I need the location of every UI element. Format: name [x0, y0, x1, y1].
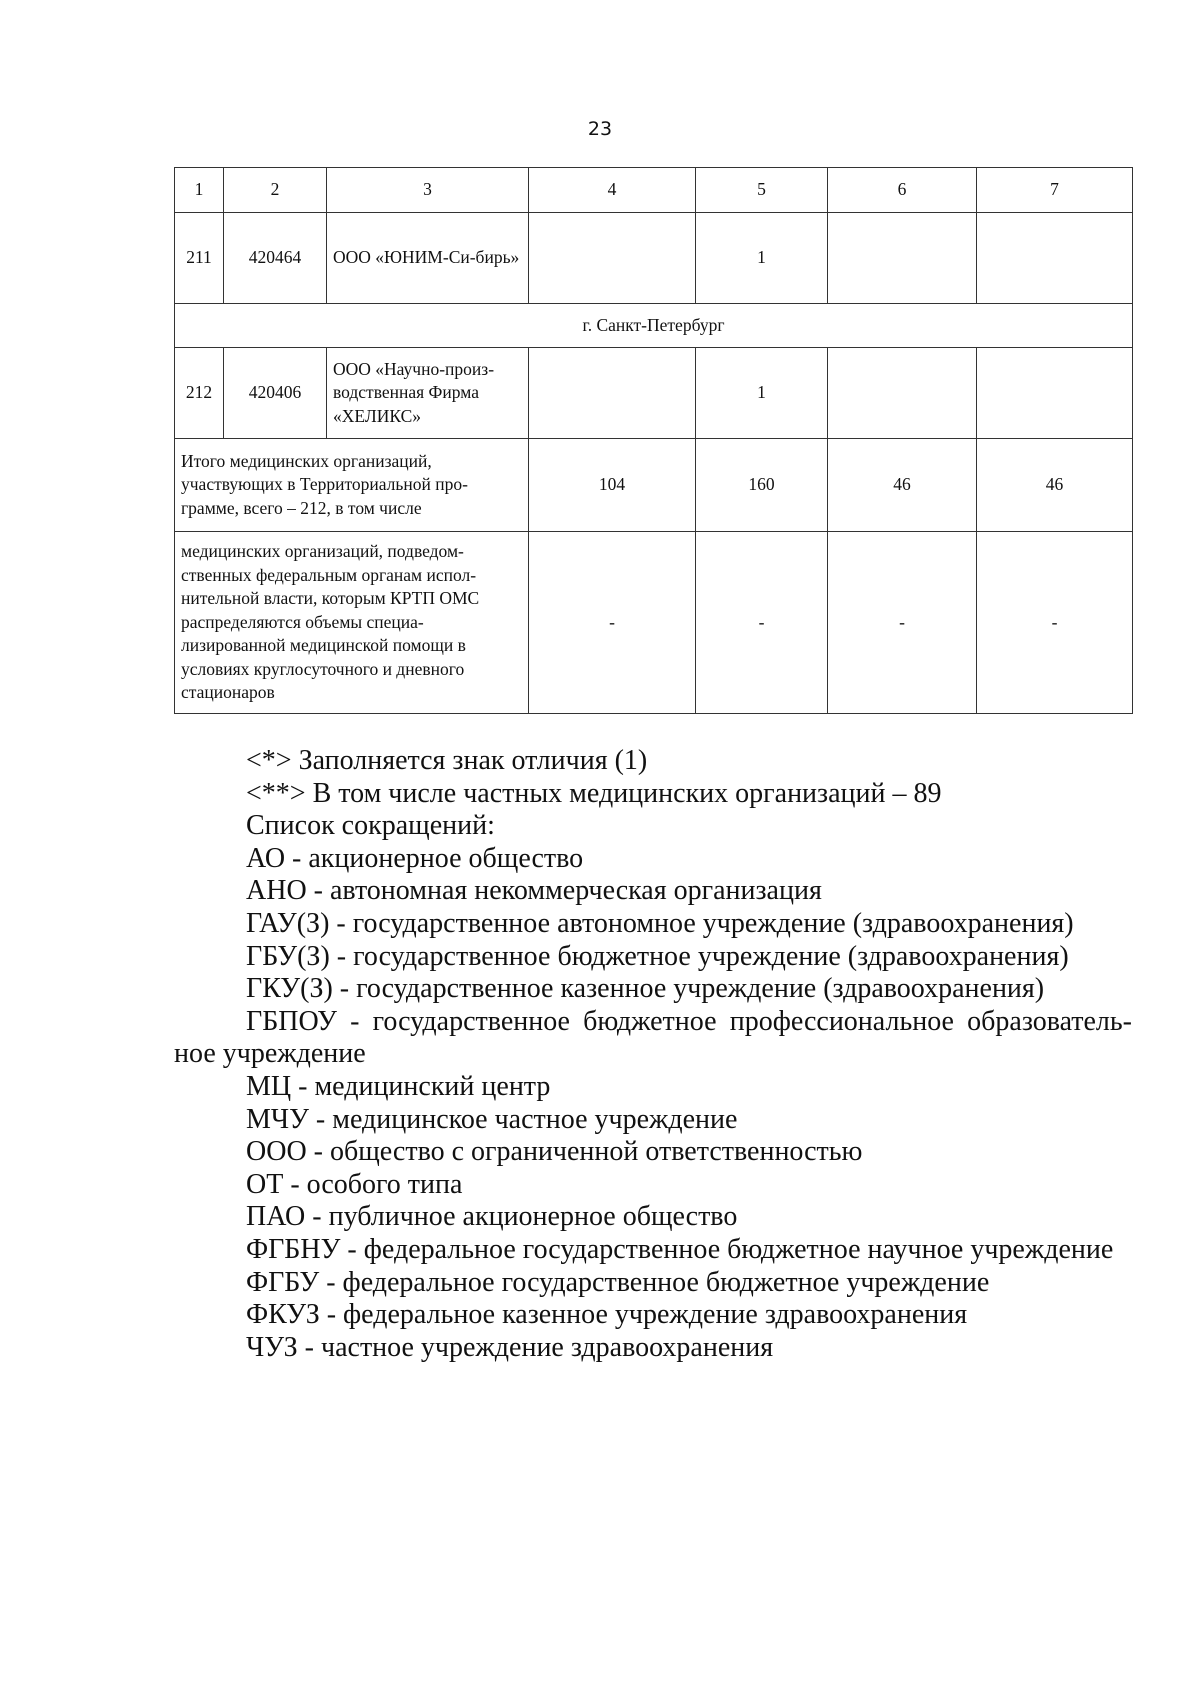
abbreviation-item: ФКУЗ - федеральное казенное учреждение здравоохранения: [246, 1299, 968, 1331]
column-number: 2: [224, 168, 327, 213]
cell-col4: [529, 213, 696, 304]
federal-label: медицинских организаций, подведом-ственных федеральным органам испол-нительной власти, которым КРТП ОМС распределяются объемы специа-лизированной медицинской помощи в условиях круглосуточного и дневного стационаров: [175, 532, 529, 714]
organization-name: ООО «ЮНИМ-Си-бирь»: [327, 213, 529, 304]
column-number: 6: [828, 168, 977, 213]
column-number: 5: [696, 168, 828, 213]
column-number: 7: [977, 168, 1133, 213]
abbreviations-title: Список сокращений:: [246, 810, 495, 842]
cell-col6: [828, 348, 977, 439]
column-number: 3: [327, 168, 529, 213]
register-code: 420406: [224, 348, 327, 439]
abbreviation-item: АО - акционерное общество: [246, 842, 584, 874]
abbreviation-item: ОТ - особого типа: [246, 1168, 463, 1200]
abbreviation-item-continuation: ное учреждение: [174, 1038, 366, 1070]
cell-col4: [529, 348, 696, 439]
notes-section: [174, 745, 1132, 1364]
abbreviation-item: МЦ - медицинский центр: [246, 1070, 551, 1102]
total-col7: 46: [977, 439, 1133, 532]
cell-col7: [977, 213, 1133, 304]
region-header: г. Санкт-Петербург: [175, 304, 1133, 348]
total-row: [175, 439, 1133, 532]
federal-col4: -: [529, 532, 696, 714]
abbreviation-item: ГБУ(З) - государственное бюджетное учреждение (здравоохранения): [246, 940, 1069, 972]
federal-col6: -: [828, 532, 977, 714]
federal-row: [175, 532, 1133, 714]
abbreviation-item: ООО - общество с ограниченной ответственностью: [246, 1136, 863, 1168]
total-col6: 46: [828, 439, 977, 532]
abbreviation-item: АНО - автономная некоммерческая организация: [246, 875, 822, 907]
cell-col7: [977, 348, 1133, 439]
medical-organizations-table: [174, 167, 1133, 714]
organization-name: ООО «Научно-произ-водственная Фирма «ХЕЛИКС»: [327, 348, 529, 439]
total-col5: 160: [696, 439, 828, 532]
cell-col5: 1: [696, 348, 828, 439]
row-number: 212: [175, 348, 224, 439]
cell-col5: 1: [696, 213, 828, 304]
abbreviation-item: ЧУЗ - частное учреждение здравоохранения: [246, 1331, 774, 1363]
register-code: 420464: [224, 213, 327, 304]
total-label: Итого медицинских организаций, участвующих в Территориальной про-грамме, всего – 212, в том числе: [175, 439, 529, 532]
column-number: 4: [529, 168, 696, 213]
abbreviation-item: ПАО - публичное акционерное общество: [246, 1201, 738, 1233]
table-row: [175, 348, 1133, 439]
cell-col6: [828, 213, 977, 304]
abbreviation-item: ГКУ(З) - государственное казенное учреждение (здравоохранения): [246, 973, 1045, 1005]
federal-col5: -: [696, 532, 828, 714]
column-number: 1: [175, 168, 224, 213]
page-number: 23: [587, 118, 613, 140]
abbreviation-item: МЧУ - медицинское частное учреждение: [246, 1103, 738, 1135]
federal-col7: -: [977, 532, 1133, 714]
abbreviation-item: ГАУ(З) - государственное автономное учреждение (здравоохранения): [246, 907, 1074, 939]
row-number: 211: [175, 213, 224, 304]
total-col4: 104: [529, 439, 696, 532]
column-number-row: [175, 168, 1133, 213]
region-row: [175, 304, 1133, 348]
footnote: <**> В том числе частных медицинских организаций – 89: [246, 777, 942, 809]
abbreviation-item: ФГБУ - федеральное государственное бюджетное учреждение: [246, 1266, 990, 1298]
abbreviation-item: ГБПОУ - государственное бюджетное профессиональное образователь-: [246, 1005, 1132, 1037]
abbreviation-item: ФГБНУ - федеральное государственное бюджетное научное учреждение: [246, 1233, 1114, 1265]
footnote: <*> Заполняется знак отличия (1): [246, 745, 648, 776]
table-row: [175, 213, 1133, 304]
